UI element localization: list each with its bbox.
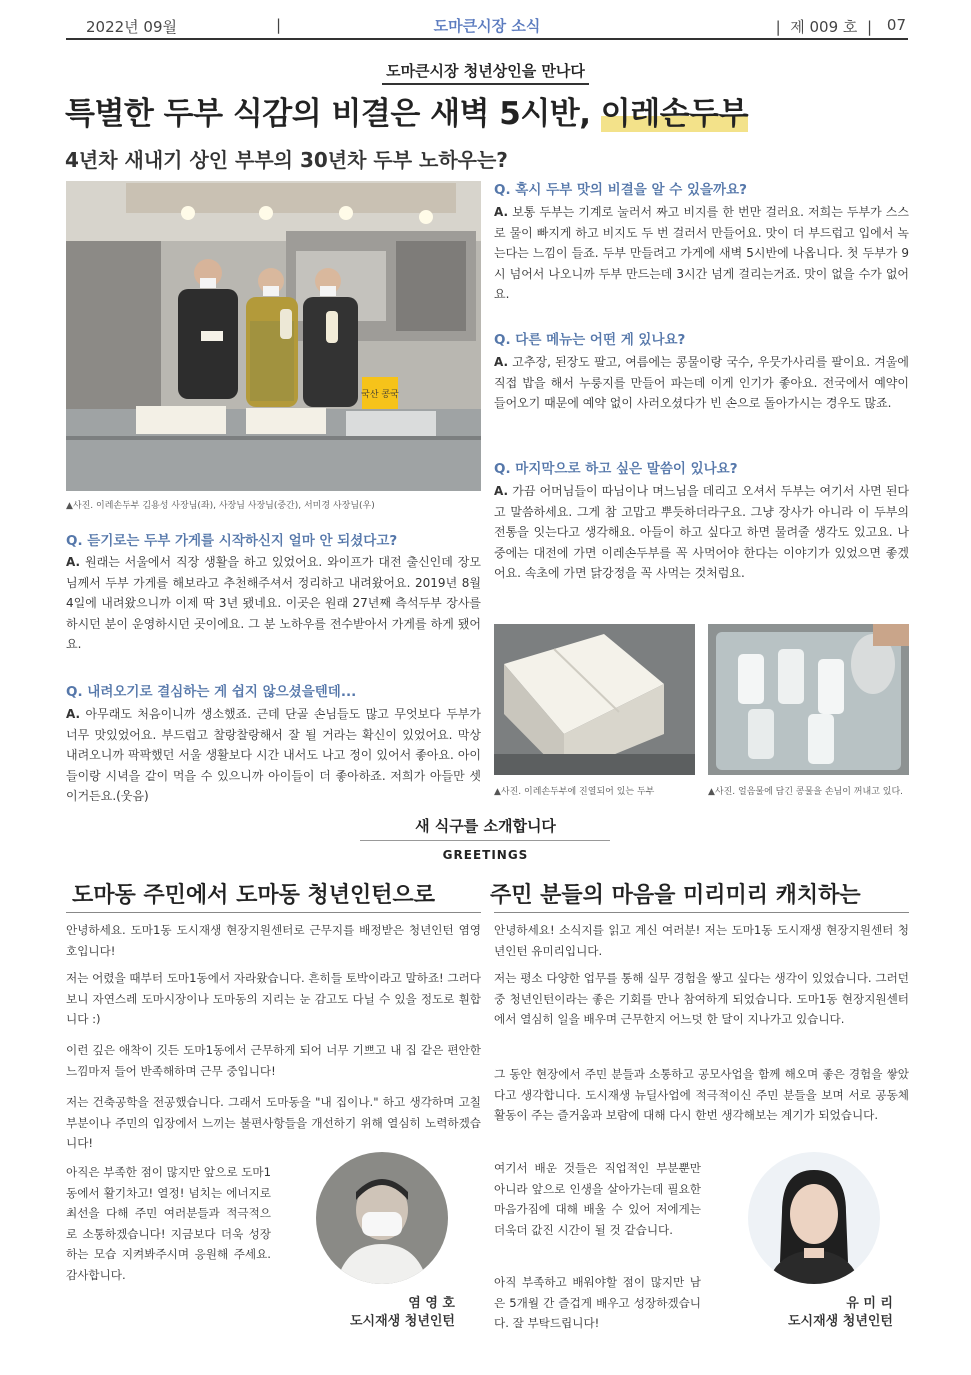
right-greeting-title: 주민 분들의 마음을 미리미리 캐치하는	[490, 882, 861, 908]
left-person-role: 도시재생 청년인턴	[350, 1314, 455, 1329]
section-label: 도마큰시장 청년상인을 만나다	[0, 60, 971, 81]
answer-4: A. 고추장, 된장도 팔고, 여름에는 콩물이랑 국수, 우뭇가사리를 팔이요. 겨울에 직접 밥을 해서 누룽지를 만들어 파는데 이게 인기가 좋아요. 전국에서 예약이 들어오기 때문에 예약 없이 사러오셨다가 빈 손으로 돌아가시는 경우도 많죠.	[494, 355, 909, 410]
soy-milk-photo	[708, 624, 909, 775]
question-1: Q. 듣기로는 두부 가게를 시작하신지 얼마 안 되셨다고?	[66, 533, 398, 549]
right-para-3: 그 동안 현장에서 주민 분들과 소통하고 공모사업을 함께 해오며 좋은 경험을 쌓았다고 생각합니다. 도시재생 뉴딜사업에 적극적이신 주민 분들을 보며 서로 공동체 활동이 주는 즐거움과 보람에 대해 다시 한번 생각해보는 계기가 되었습니다.	[494, 1067, 909, 1122]
greetings-divider	[360, 840, 610, 841]
left-person-name: 염 영 호	[408, 1296, 455, 1311]
question-4: Q. 다른 메뉴는 어떤 게 있나요?	[494, 332, 686, 348]
greetings-subtitle: GREETINGS	[442, 848, 529, 862]
question-5: Q. 마지막으로 하고 싶은 말씀이 있나요?	[494, 461, 738, 477]
page-number: 07	[886, 16, 906, 34]
right-para-1: 안녕하세요! 소식지를 읽고 계신 여러분! 저는 도마1동 도시재생 현장지원센터 청년인턴 유미리입니다.	[494, 923, 909, 958]
publication-title: 도마큰시장 소식	[433, 17, 541, 35]
left-para-3: 이런 깊은 애착이 깃든 도마1동에서 근무하게 되어 너무 기쁘고 내 집 같은 편안한 느낌마저 들어 반족해하며 근무 중입니다!	[66, 1043, 481, 1078]
page-header: 2022년 09월 | 도마큰시장 소식 | 제 009 호 | 07	[66, 8, 908, 40]
soy-milk-photo-caption: ▲사진. 얼음물에 담긴 콩물을 손님이 꺼내고 있다.	[708, 787, 903, 797]
right-para-2: 저는 평소 다양한 업무를 통해 실무 경험을 쌓고 싶다는 생각이 있었습니다. 그러던 중 청년인턴이라는 좋은 기회를 만나 참여하게 되었습니다. 도마1동 현장지원센터에서 열심히 일을 배우며 근무한지 어느덧 한 달이 지나가고 있습니다.	[494, 971, 909, 1026]
photo-caption: ▲사진. 이레손두부 김용성 사장님(좌), 사장님 사장님(중간), 서미경 사장님(우)	[66, 501, 375, 511]
left-greeting-rule	[66, 912, 481, 913]
headline-highlight: 이레손두부	[600, 96, 749, 132]
subheadline: 4년차 새내기 상인 부부의 30년차 두부 노하우는?	[65, 148, 508, 172]
question-2: Q. 내려오기로 결심하는 게 쉽지 않으셨을텐데...	[66, 684, 357, 700]
answer-5: A. 가끔 어머님들이 따님이나 며느님을 데리고 오셔서 두부는 여기서 사면 된다고 말씀하세요. 그게 참 고맙고 뿌듯하더라구요. 그냥 장사가 아니라 이 두부의 전통을 잇는다고 생각해요. 아들이 하고 싶다고 하면 물려줄 생각도 있고요. 나중에는 대전에 가면 이레손두부를 꼭 사먹어야 한다는 이야기가 있었으면 좋겠어요. 속초에 가면 닭강정을 꼭 사먹는 것처럼요.	[494, 484, 909, 580]
right-para-5: 아직 부족하고 배워야할 점이 많지만 남은 5개월 간 즐겁게 배우고 성장하겠습니다. 잘 부탁드립니다!	[494, 1275, 701, 1330]
greetings-title: 새 식구를 소개합니다	[415, 817, 556, 835]
right-para-4: 여기서 배운 것들은 직업적인 부분뿐만 아니라 앞으로 인생을 살아가는데 필요한 마음가짐에 대해 배울 수 있어 저에게는 더욱더 값진 시간이 될 것 같습니다.	[494, 1161, 701, 1237]
left-para-4: 저는 건축공학을 전공했습니다. 그래서 도마동을 "내 집이나." 하고 생각하며 고칠 부분이나 주민의 입장에서 느끼는 불편사항들을 개선하기 위해 열심히 노력하겠습니다!	[66, 1095, 481, 1150]
photo-sign-text: 국산 콩국	[361, 390, 399, 400]
right-person-role: 도시재생 청년인턴	[788, 1314, 893, 1329]
right-greeting-rule	[494, 912, 909, 913]
headline: 특별한 두부 식감의 비결은 새벽 5시반, 이레손두부	[65, 96, 749, 132]
right-portrait-avatar	[748, 1152, 880, 1284]
right-person-name: 유 미 리	[846, 1296, 893, 1311]
question-3: Q. 혹시 두부 맛의 비결을 알 수 있을까요?	[494, 182, 747, 198]
issue-number: | 제 009 호 |	[775, 18, 872, 36]
shop-owners-photo	[66, 181, 481, 491]
left-greeting-title: 도마동 주민에서 도마동 청년인턴으로	[72, 882, 436, 908]
tofu-photo-caption: ▲사진. 이레손두부에 진열되어 있는 두부	[494, 787, 655, 797]
answer-1: A. 원래는 서울에서 직장 생활을 하고 있었어요. 와이프가 대전 출신인데 장모님께서 두부 가게를 해보라고 추천해주셔서 정리하고 내려왔어요. 2019년 8월 4일에 내려왔으니까 이제 딱 3년 됐네요. 이곳은 원래 27년째 측석두부 장사를 하시던 분이 운영하시던 곳이에요. 그 분 노하우를 전수받아서 가게를 하게 됐어요.	[66, 555, 481, 651]
answer-2: A. 아무래도 처음이니까 생소했죠. 근데 단골 손님들도 많고 무엇보다 두부가 너무 맛있었어요. 부드럽고 찰랑찰랑해서 잘 될 거라는 확신이 있었어요. 막상 내려오니까 팍팍했던 서울 생활보다 시간 내서도 나고 정이 있어서 좋아요. 아이들이랑 시녁을 같이 먹을 수 있으니까 아이들이 더 좋아하죠. 저희가 아들만 셋이거든요.(웃음)	[66, 707, 481, 803]
left-para-5: 아직은 부족한 점이 많지만 앞으로 도마1동에서 활기차고! 열정! 넘치는 에너지로 최선을 다해 주민 여러분들과 적극적으로 소통하겠습니다! 지금보다 더욱 성장하는 모습 지켜봐주시며 응원해 주세요. 감사합니다.	[66, 1165, 271, 1282]
left-para-1: 안녕하세요. 도마1동 도시재생 현장지원센터로 근무지를 배정받은 청년인턴 염영호입니다!	[66, 923, 481, 958]
left-para-2: 저는 어렸을 때부터 도마1동에서 자라왔습니다. 흔히들 토박이라고 말하죠! 그러다보니 자연스레 도마시장이나 도마동의 지리는 눈 감고도 다닐 수 있을 정도로 훤합니다 :)	[66, 971, 481, 1026]
tofu-display-photo	[494, 624, 695, 775]
issue-date: 2022년 09월	[86, 18, 178, 36]
answer-3: A. 보통 두부는 기계로 눌러서 짜고 비지를 한 번만 걸러요. 저희는 두부가 스스로 물이 빠지게 하고 비지도 두 번 걸러서 만들어요. 맛이 더 부드럽고 입에서 녹는다는 느낌이 들죠. 두부 만들려고 가게에 새벽 5시반에 나옵니다. 첫 두부가 9시 넘어서 나오니까 두부 만드는데 3시간 넘게 걸리는거죠. 맛이 없을 수가 없어요.	[494, 205, 909, 301]
left-portrait-avatar	[316, 1152, 448, 1284]
